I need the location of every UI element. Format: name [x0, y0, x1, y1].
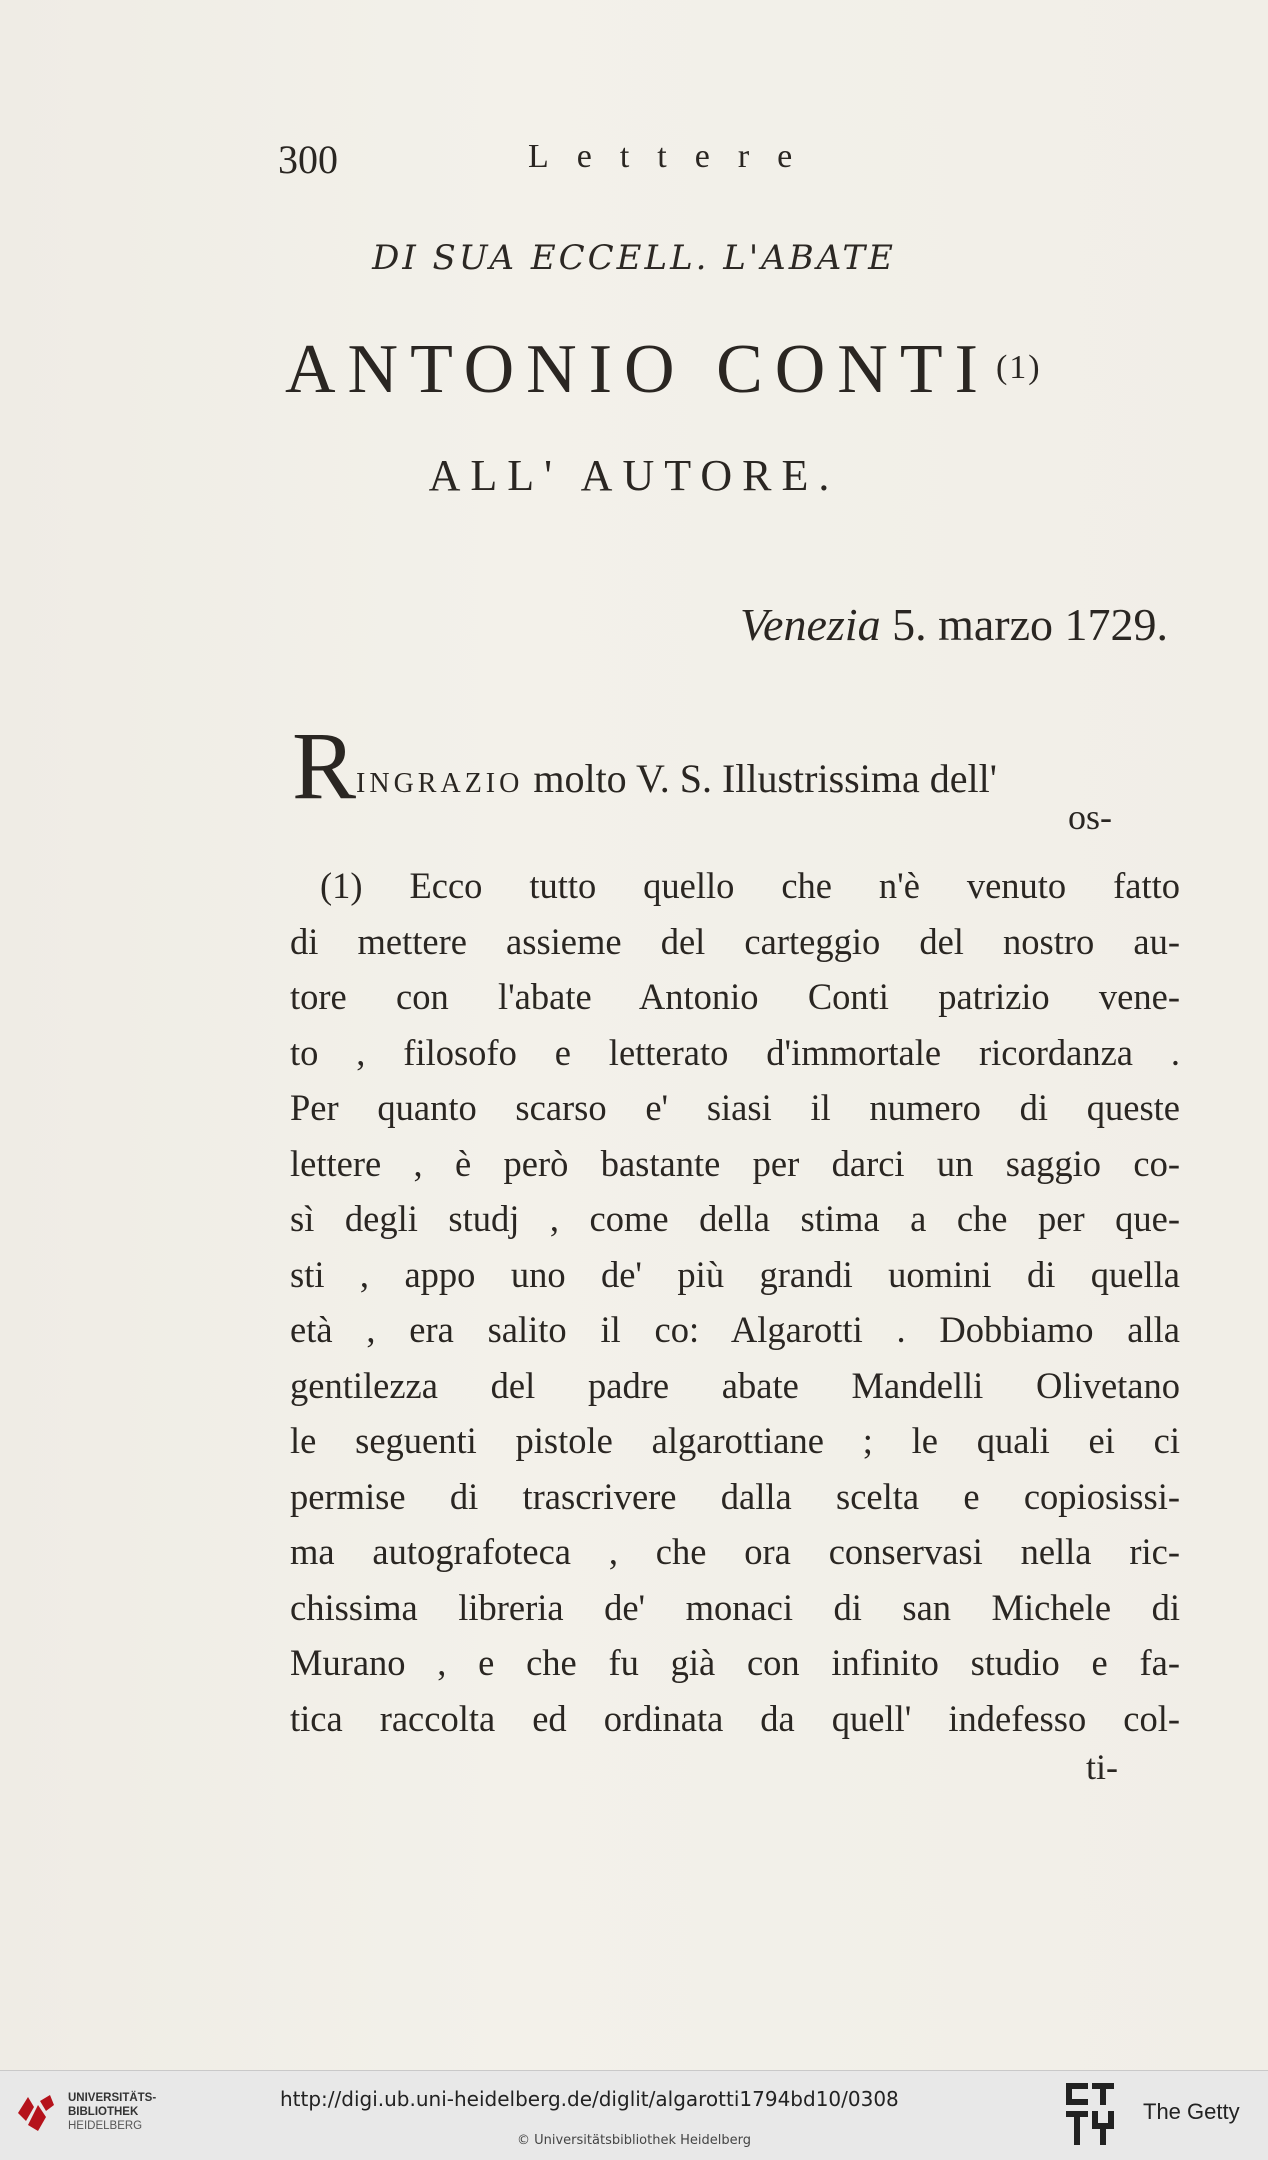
footnote-line: Murano , e che fu già con infinito studio e fa-	[290, 1642, 1180, 1683]
opening-smallcaps: INGRAZIO	[356, 768, 524, 799]
footnote-line: gentilezza del padre abate Mandelli Olivetano	[290, 1364, 1180, 1406]
getty-logo-icon[interactable]	[1066, 2083, 1118, 2147]
university-library-name	[68, 2091, 156, 2133]
footnote-line: sti , appo uno de' più grandi uomini di quella	[290, 1253, 1180, 1295]
library-name-line: UNIVERSITÄTS-	[68, 2092, 157, 2104]
heading-name: ANTONIO CONTI	[285, 331, 990, 408]
letter-heading-line1: DI SUA ECCELL. L'ABATE	[372, 238, 896, 278]
footnote-line: lettere , è però bastante per darci un saggio co-	[290, 1142, 1180, 1184]
viewer-footer	[0, 2070, 1268, 2160]
footnote	[290, 858, 1180, 1746]
dateline-place: Venezia	[740, 599, 881, 650]
footnote-line: chissima libreria de' monaci di san Michele di	[290, 1586, 1180, 1628]
library-name-line: BIBLIOTHEK	[68, 2106, 139, 2118]
footnote-line: età , era salito il co: Algarotti . Dobbiamo alla	[290, 1309, 1180, 1350]
permalink-url[interactable]: http://digi.ub.uni-heidelberg.de/diglit/algarotti1794bd10/0308	[280, 2087, 899, 2111]
footnote-line: sì degli studj , come della stima a che per que-	[290, 1198, 1180, 1239]
opening-rest: molto V. S. Illustrissima dell'	[533, 756, 997, 801]
running-head	[278, 136, 928, 186]
letter-heading-line2	[285, 330, 1185, 410]
footnote-line: (1) Ecco tutto quello che n'è venuto fatto	[320, 865, 1180, 906]
catchword-bottom: ti-	[1086, 1747, 1118, 1787]
page-number: 300	[278, 137, 338, 182]
letter-heading-line3: ALL' AUTORE.	[428, 451, 840, 500]
catchword-top: os-	[1068, 797, 1112, 837]
footnote-reference-mark: (1)	[995, 349, 1042, 386]
footnote-line: le seguenti pistole algarottiane ; le quali ei ci	[290, 1420, 1180, 1461]
footnote-line: di mettere assieme del carteggio del nostro au-	[290, 920, 1180, 962]
footnote-line: to , filosofo e letterato d'immortale ricordanza .	[290, 1031, 1180, 1073]
library-name-line: HEIDELBERG	[68, 2120, 143, 2132]
footnote-line: tica raccolta ed ordinata da quell' indefesso col-	[290, 1697, 1180, 1739]
footnote-line: tore con l'abate Antonio Conti patrizio vene-	[290, 976, 1180, 1017]
footnote-line: Per quanto scarso e' siasi il numero di queste	[290, 1087, 1180, 1128]
footnote-line: permise di trascrivere dalla scelta e copiosissi-	[290, 1475, 1180, 1517]
copyright-notice: © Universitätsbibliothek Heidelberg	[516, 2133, 751, 2148]
drop-cap: R	[292, 712, 357, 819]
running-title: Lettere	[528, 138, 821, 175]
getty-name: The Getty	[1143, 2099, 1240, 2124]
footnote-line: ma autografoteca , che ora conservasi nella ric-	[290, 1531, 1180, 1572]
dateline	[740, 598, 1168, 651]
university-library-logo-icon[interactable]	[14, 2091, 58, 2135]
dateline-date: 5. marzo 1729.	[892, 599, 1168, 650]
